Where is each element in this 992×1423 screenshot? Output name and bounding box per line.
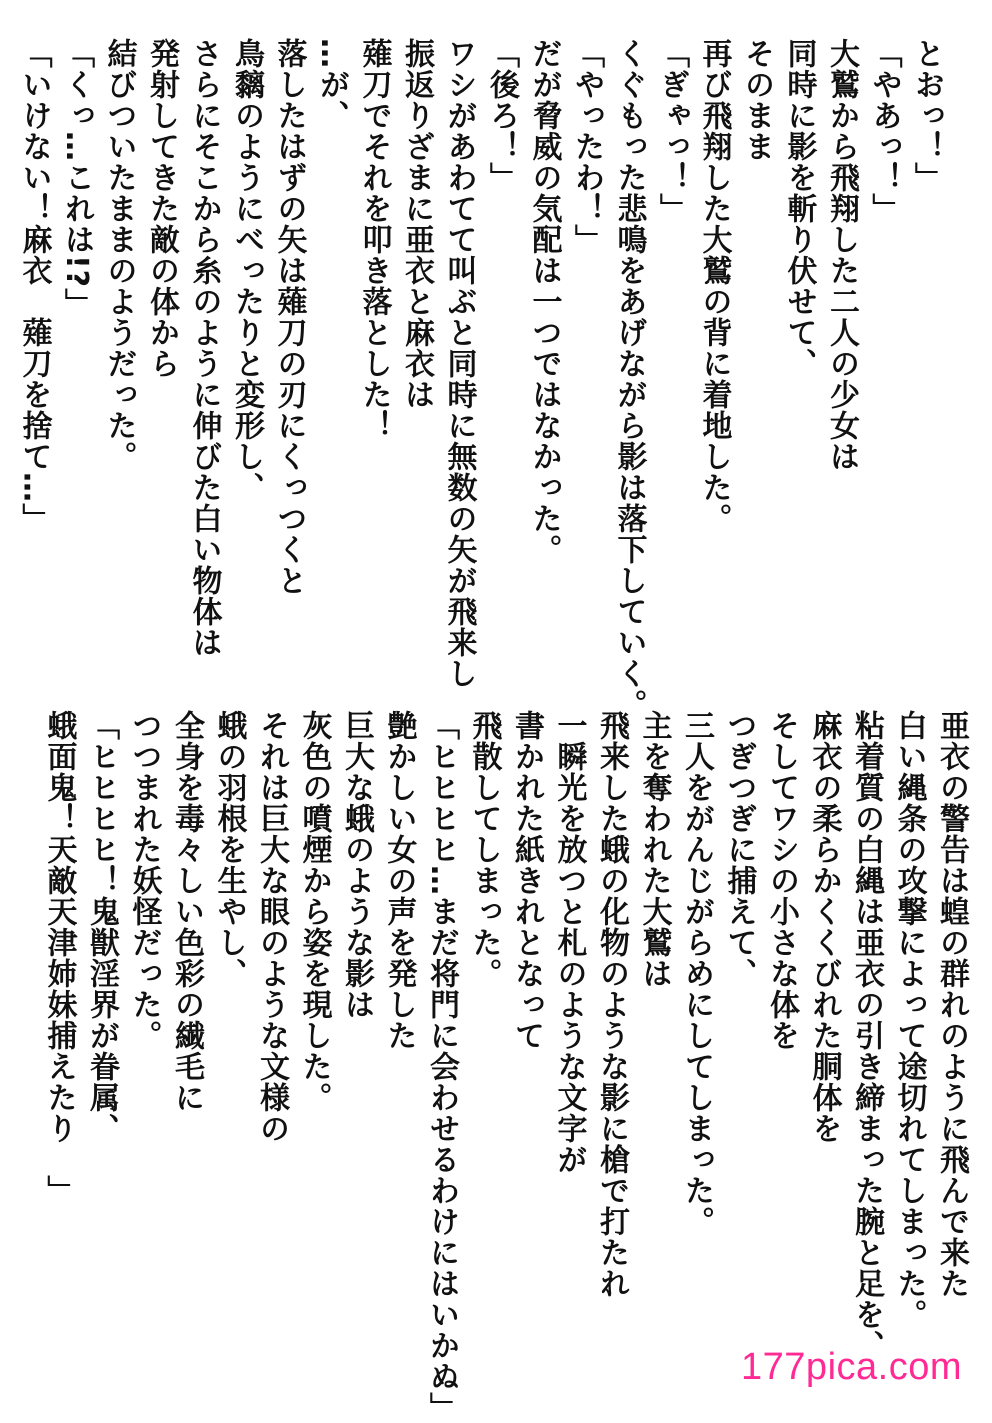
text-column: 「くっ…これは!?」 (59, 38, 94, 320)
text-column: さらにそこから糸のように伸びた白い物体は (186, 38, 222, 658)
text-column: 鳥黐のようにべったりと変形し、 (229, 38, 264, 503)
text-column: 蛾面鬼！天敵天津姉妹捕えたり 」 (41, 710, 77, 1206)
text-column: 再び飛翔した大鷲の背に着地した。 (696, 38, 732, 534)
text-column: 結びついたままのようだった。 (101, 38, 137, 472)
text-column: そしてワシの小さな体を (764, 710, 799, 1051)
text-column: 全身を毒々しい色彩の繊毛に (169, 710, 204, 1113)
text-column: くぐもった悲鳴をあげながら影は落下していく。 (611, 38, 647, 720)
text-column: 「やったわ！」 (569, 38, 604, 255)
narrative-block-top (16, 38, 947, 720)
text-column: そのまま (739, 38, 774, 162)
text-column: 蛾の羽根を生やし、 (211, 710, 247, 989)
text-column: 白い縄条の攻撃によって途切れてしまった。 (891, 710, 927, 1330)
text-column: 書かれた紙きれとなって (509, 710, 544, 1051)
text-column: それは巨大な眼のような文様の (254, 710, 289, 1144)
text-column: 三人をがんじがらめにしてしまった。 (679, 710, 714, 1237)
text-column: 主を奪われた大鷲は (636, 710, 672, 989)
text-column: 粘着質の白縄は亜衣の引き締まった腕と足を、 (849, 710, 884, 1361)
text-column: 振返りざまに亜衣と麻衣は (399, 38, 434, 410)
site-watermark: 177pica.com (741, 1346, 962, 1388)
text-column: 同時に影を斬り伏せて、 (781, 38, 817, 379)
text-column: 発射してきた敵の体から (144, 38, 179, 379)
text-column: 巨大な蛾のような影は (339, 710, 374, 1020)
text-column: 灰色の噴煙から姿を現した。 (296, 710, 332, 1113)
text-column: つつまれた妖怪だった。 (126, 710, 162, 1051)
text-column: 「ヒヒヒヒ！鬼獣淫界が眷属、 (84, 710, 119, 1144)
text-column: 「ヒヒヒヒ…まだ将門に会わせるわけにはいかぬ」 (424, 710, 459, 1423)
text-column: つぎつぎに捕えて、 (721, 710, 757, 989)
text-column: 飛来した蛾の化物のような影に槍で打たれ (594, 710, 629, 1299)
text-column: 「やあっ！」 (866, 38, 902, 224)
text-column: 艶かしい女の声を発した (381, 710, 417, 1051)
text-column: 落したはずの矢は薙刀の刃にくっつくと (271, 38, 307, 596)
text-column: 「いけない！麻衣 薙刀を捨て…」 (16, 38, 52, 534)
text-column: とおっ！」 (909, 38, 944, 193)
text-column: 飛散してしまった。 (466, 710, 502, 989)
text-column: 一瞬光を放つと札のような文字が (551, 710, 587, 1175)
text-column: 大鷲から飛翔した二人の少女は (824, 38, 859, 472)
text-column: …が、 (314, 38, 349, 131)
text-column: 「ぎゃっ！」 (654, 38, 689, 224)
text-column: 薙刀でそれを叩き落とした！ (356, 38, 392, 441)
text-column: 麻衣の柔らかくくびれた胴体を (806, 710, 842, 1144)
text-column: だが脅威の気配は一つではなかった。 (526, 38, 562, 565)
text-column: ワシがあわてて叫ぶと同時に無数の矢が飛来し (441, 38, 477, 689)
text-column: 亜衣の警告は蝗の群れのように飛んで来た (934, 710, 969, 1299)
text-column: 「後ろ！」 (484, 38, 519, 193)
